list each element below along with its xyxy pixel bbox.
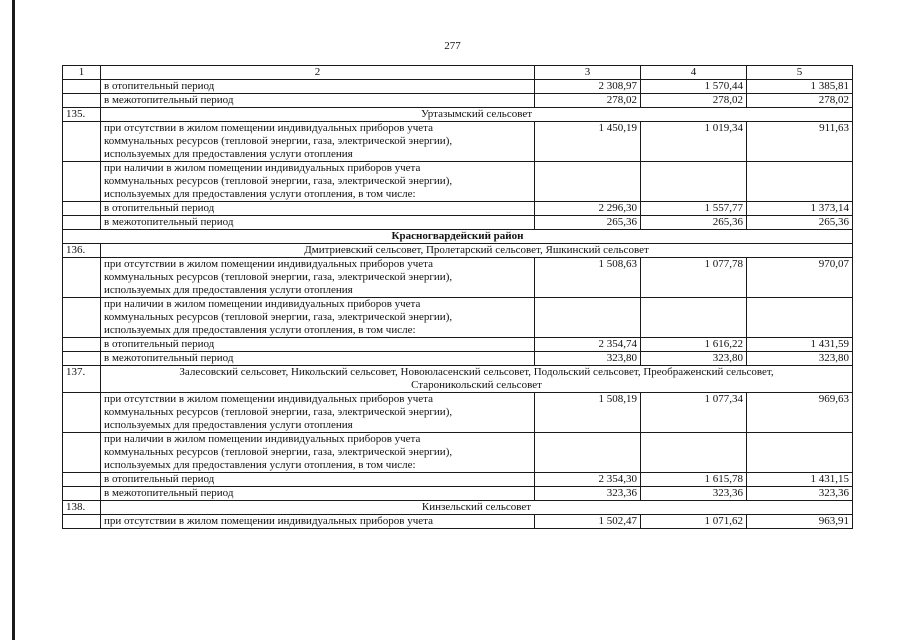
value-col-5: 323,36 bbox=[747, 487, 853, 501]
cell-line: при наличии в жилом помещении индивидуальных приборов учета bbox=[104, 298, 421, 310]
cell-line: используемых для предоставления услуги отопления bbox=[104, 284, 353, 296]
cell-line: Залесовский сельсовет, Никольский сельсовет, Новоюласенский сельсовет, Подольский сельсовет, Преображенский сельсовет, bbox=[179, 366, 774, 378]
value-col-5: 969,63 bbox=[747, 393, 853, 433]
value-col-3: 278,02 bbox=[535, 94, 641, 108]
value-col-4: 1 077,34 bbox=[641, 393, 747, 433]
row-label: в отопительный период bbox=[101, 80, 535, 94]
value-col-5: 970,07 bbox=[747, 258, 853, 298]
value-col-3: 2 354,30 bbox=[535, 473, 641, 487]
value-col-5: 265,36 bbox=[747, 216, 853, 230]
section-title: Дмитриевский сельсовет, Пролетарский сельсовет, Яшкинский сельсовет bbox=[101, 244, 853, 258]
row-label: в межотопительный период bbox=[101, 94, 535, 108]
column-number-3: 3 bbox=[535, 66, 641, 80]
value-col-4: 265,36 bbox=[641, 216, 747, 230]
table-row bbox=[63, 94, 853, 108]
table-header-row bbox=[63, 66, 853, 80]
row-label: в межотопительный период bbox=[101, 216, 535, 230]
value-col-3: 323,80 bbox=[535, 352, 641, 366]
value-col-3: 265,36 bbox=[535, 216, 641, 230]
row-label: в отопительный период bbox=[101, 202, 535, 216]
row-number-cell bbox=[63, 80, 101, 94]
row-label bbox=[101, 122, 535, 162]
column-number-5: 5 bbox=[747, 66, 853, 80]
value-col-4: 278,02 bbox=[641, 94, 747, 108]
section-number: 137. bbox=[63, 366, 101, 393]
row-number-cell bbox=[63, 298, 101, 338]
row-number-cell bbox=[63, 162, 101, 202]
value-col-3 bbox=[535, 433, 641, 473]
value-col-5: 963,91 bbox=[747, 515, 853, 529]
row-label bbox=[101, 162, 535, 202]
cell-line: используемых для предоставления услуги отопления bbox=[104, 419, 353, 431]
table-row bbox=[63, 338, 853, 352]
table-row bbox=[63, 258, 853, 298]
table-row bbox=[63, 433, 853, 473]
value-col-3 bbox=[535, 162, 641, 202]
row-number-cell bbox=[63, 202, 101, 216]
value-col-4: 1 019,34 bbox=[641, 122, 747, 162]
value-col-4 bbox=[641, 433, 747, 473]
value-col-3: 323,36 bbox=[535, 487, 641, 501]
value-col-4 bbox=[641, 162, 747, 202]
table-row bbox=[63, 202, 853, 216]
row-number-cell bbox=[63, 473, 101, 487]
row-number-cell bbox=[63, 487, 101, 501]
value-col-4: 1 615,78 bbox=[641, 473, 747, 487]
table-row bbox=[63, 298, 853, 338]
cell-line: коммунальных ресурсов (тепловой энергии, газа, электрической энергии), bbox=[104, 311, 453, 323]
value-col-4: 1 557,77 bbox=[641, 202, 747, 216]
cell-line: используемых для предоставления услуги отопления, в том числе: bbox=[104, 324, 416, 336]
cell-line: при отсутствии в жилом помещении индивидуальных приборов учета bbox=[104, 258, 433, 270]
value-col-5 bbox=[747, 298, 853, 338]
row-number-cell bbox=[63, 515, 101, 529]
table-row bbox=[63, 473, 853, 487]
district-row bbox=[63, 230, 853, 244]
value-col-4: 323,36 bbox=[641, 487, 747, 501]
section-row bbox=[63, 366, 853, 393]
row-number-cell bbox=[63, 122, 101, 162]
table-row bbox=[63, 487, 853, 501]
tariff-table bbox=[62, 65, 853, 529]
row-label bbox=[101, 393, 535, 433]
value-col-3: 2 308,97 bbox=[535, 80, 641, 94]
value-col-3: 1 508,19 bbox=[535, 393, 641, 433]
table-row bbox=[63, 80, 853, 94]
row-number-cell bbox=[63, 216, 101, 230]
table-row bbox=[63, 393, 853, 433]
row-label: в отопительный период bbox=[101, 473, 535, 487]
cell-line: коммунальных ресурсов (тепловой энергии, газа, электрической энергии), bbox=[104, 406, 453, 418]
table-row bbox=[63, 216, 853, 230]
value-col-5: 323,80 bbox=[747, 352, 853, 366]
section-row bbox=[63, 501, 853, 515]
value-col-5: 278,02 bbox=[747, 94, 853, 108]
value-col-4: 1 071,62 bbox=[641, 515, 747, 529]
value-col-5: 911,63 bbox=[747, 122, 853, 162]
table-row bbox=[63, 122, 853, 162]
row-label: в отопительный период bbox=[101, 338, 535, 352]
column-number-1: 1 bbox=[63, 66, 101, 80]
row-label: в межотопительный период bbox=[101, 352, 535, 366]
section-number: 136. bbox=[63, 244, 101, 258]
cell-line: коммунальных ресурсов (тепловой энергии, газа, электрической энергии), bbox=[104, 175, 453, 187]
value-col-5: 1 431,15 bbox=[747, 473, 853, 487]
row-label bbox=[101, 298, 535, 338]
cell-line: коммунальных ресурсов (тепловой энергии, газа, электрической энергии), bbox=[104, 446, 453, 458]
value-col-5 bbox=[747, 433, 853, 473]
cell-line: коммунальных ресурсов (тепловой энергии, газа, электрической энергии), bbox=[104, 135, 453, 147]
cell-line: при наличии в жилом помещении индивидуальных приборов учета bbox=[104, 433, 421, 445]
row-label: при отсутствии в жилом помещении индивидуальных приборов учета bbox=[101, 515, 535, 529]
value-col-3: 2 354,74 bbox=[535, 338, 641, 352]
table-row bbox=[63, 515, 853, 529]
row-label bbox=[101, 258, 535, 298]
column-number-2: 2 bbox=[101, 66, 535, 80]
section-number: 135. bbox=[63, 108, 101, 122]
row-label: в межотопительный период bbox=[101, 487, 535, 501]
column-number-4: 4 bbox=[641, 66, 747, 80]
row-label bbox=[101, 433, 535, 473]
district-title: Красногвардейский район bbox=[63, 230, 853, 244]
section-title: Уртазымский сельсовет bbox=[101, 108, 853, 122]
row-number-cell bbox=[63, 393, 101, 433]
value-col-4 bbox=[641, 298, 747, 338]
cell-line: используемых для предоставления услуги отопления, в том числе: bbox=[104, 188, 416, 200]
value-col-3 bbox=[535, 298, 641, 338]
value-col-5: 1 431,59 bbox=[747, 338, 853, 352]
value-col-4: 1 570,44 bbox=[641, 80, 747, 94]
section-title bbox=[101, 366, 853, 393]
cell-line: при отсутствии в жилом помещении индивидуальных приборов учета bbox=[104, 393, 433, 405]
row-number-cell bbox=[63, 94, 101, 108]
value-col-5 bbox=[747, 162, 853, 202]
cell-line: коммунальных ресурсов (тепловой энергии, газа, электрической энергии), bbox=[104, 271, 453, 283]
value-col-4: 1 616,22 bbox=[641, 338, 747, 352]
cell-line: при отсутствии в жилом помещении индивидуальных приборов учета bbox=[104, 122, 433, 134]
cell-line: при наличии в жилом помещении индивидуальных приборов учета bbox=[104, 162, 421, 174]
section-row bbox=[63, 244, 853, 258]
value-col-5: 1 373,14 bbox=[747, 202, 853, 216]
value-col-4: 1 077,78 bbox=[641, 258, 747, 298]
section-number: 138. bbox=[63, 501, 101, 515]
binding-edge-line bbox=[12, 0, 15, 640]
value-col-3: 1 508,63 bbox=[535, 258, 641, 298]
cell-line: используемых для предоставления услуги отопления bbox=[104, 148, 353, 160]
cell-line: Староникольский сельсовет bbox=[411, 379, 542, 391]
table-row bbox=[63, 162, 853, 202]
table-row bbox=[63, 352, 853, 366]
value-col-3: 2 296,30 bbox=[535, 202, 641, 216]
section-title: Кинзельский сельсовет bbox=[101, 501, 853, 515]
row-number-cell bbox=[63, 352, 101, 366]
value-col-5: 1 385,81 bbox=[747, 80, 853, 94]
value-col-3: 1 502,47 bbox=[535, 515, 641, 529]
row-number-cell bbox=[63, 433, 101, 473]
value-col-3: 1 450,19 bbox=[535, 122, 641, 162]
value-col-4: 323,80 bbox=[641, 352, 747, 366]
row-number-cell bbox=[63, 338, 101, 352]
section-row bbox=[63, 108, 853, 122]
page-number: 277 bbox=[444, 40, 461, 52]
row-number-cell bbox=[63, 258, 101, 298]
cell-line: используемых для предоставления услуги отопления, в том числе: bbox=[104, 459, 416, 471]
